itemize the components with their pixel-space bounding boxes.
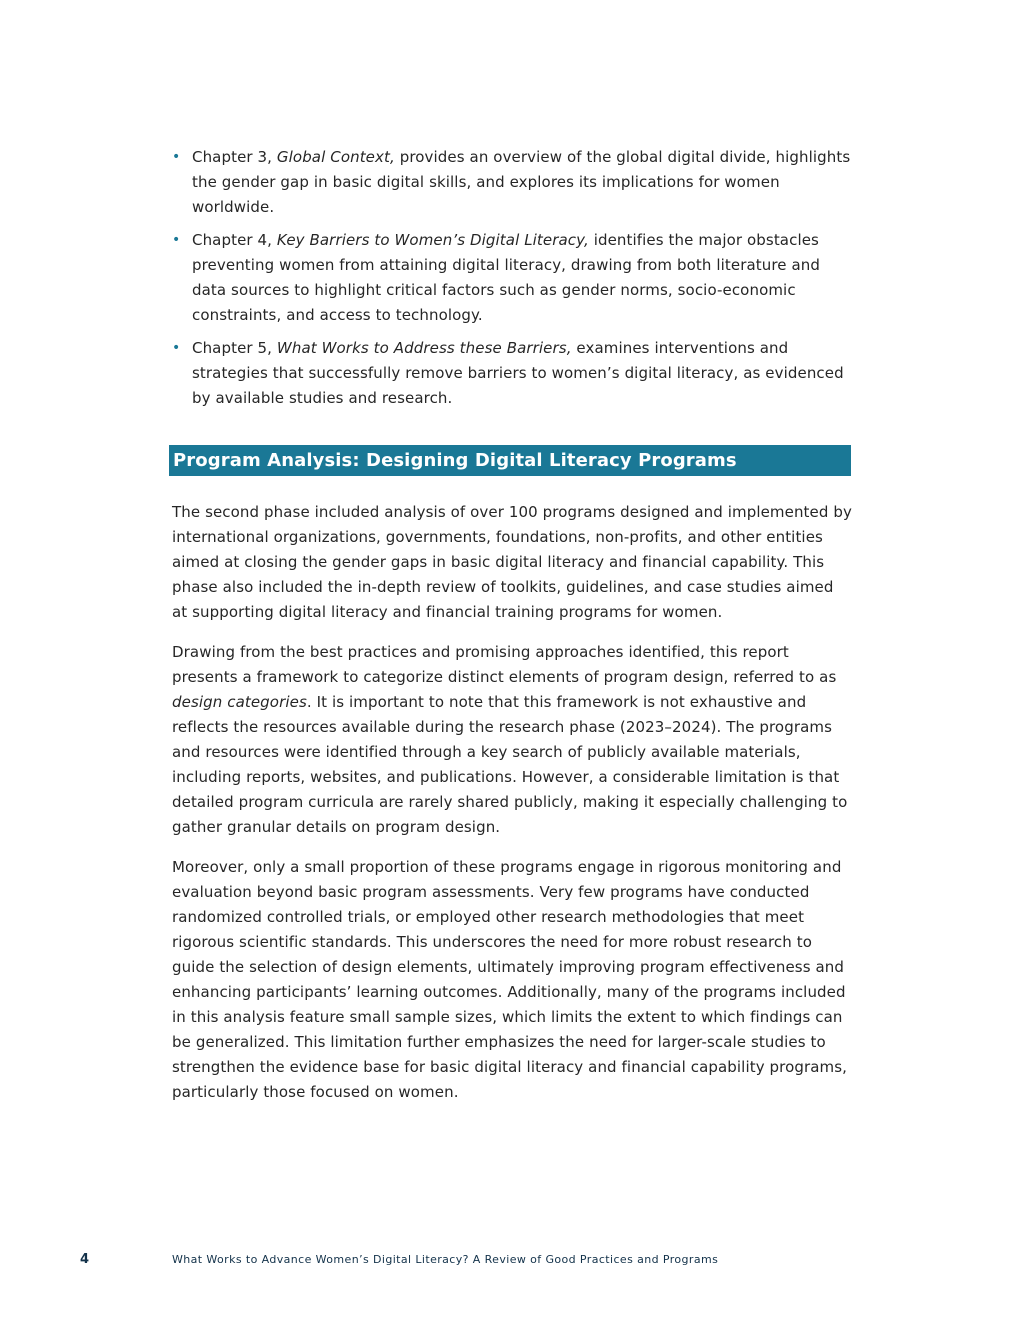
bullet-marker: • — [172, 232, 181, 248]
paragraph-text: . It is important to note that this framework is not exhaustive and reflects the resources available during the research phase (2023–2024). The programs and resources were identified through a key search of publicly available materials, including reports, websites, and publications. However, a considerable limitation is that detailed program curricula are rarely shared publicly, making it especially challenging to gather granular details on program design. — [172, 693, 848, 836]
section-heading: Program Analysis: Designing Digital Literacy Programs — [169, 445, 851, 476]
page-number: 4 — [80, 1252, 90, 1267]
bullet-description: identifies the major obstacles preventing women from attaining digital literacy, drawing from both literature and data sources to highlight critical factors such as gender norms, socio-economic constraints, and access to technology. — [192, 231, 821, 324]
bullet-chapter-title: Key Barriers to Women’s Digital Literacy, — [276, 231, 589, 249]
footer-title: What Works to Advance Women’s Digital Literacy? A Review of Good Practices and Programs — [172, 1253, 719, 1266]
list-item — [172, 228, 852, 328]
list-item — [172, 145, 852, 220]
paragraph-limitations: Moreover, only a small proportion of these programs engage in rigorous monitoring and evaluation beyond basic program assessments. Very few programs have conducted randomized controlled trials, or employed other research methodologies that meet rigorous scientific standards. This underscores the need for more robust research to guide the selection of design elements, ultimately improving program effectiveness and enhancing participants’ learning outcomes. Additionally, many of the programs included in this analysis feature small sample sizes, which limits the extent to which findings can be generalized. This limitation further emphasizes the need for larger-scale studies to strengthen the evidence base for basic digital literacy and financial capability programs, particularly those focused on women. — [172, 858, 848, 1101]
paragraph-program-analysis: The second phase included analysis of over 100 programs designed and implemented by international organizations, governments, foundations, non-profits, and other entities aimed at closing the gender gaps in basic digital literacy and financial capability. This phase also included the in-depth review of toolkits, guidelines, and case studies aimed at supporting digital literacy and financial training programs for women. — [172, 503, 852, 621]
bullet-description: provides an overview of the global digital divide, highlights the gender gap in basic digital skills, and explores its implications for women worldwide. — [192, 148, 851, 216]
paragraph-framework — [172, 640, 852, 840]
paragraph-emphasis: design categories — [172, 693, 307, 711]
list-item — [172, 336, 852, 411]
bullet-marker: • — [172, 340, 181, 356]
paragraph-text: Drawing from the best practices and promising approaches identified, this report presents a framework to categorize distinct elements of program design, referred to as — [172, 643, 837, 686]
bullet-chapter-title: Global Context, — [276, 148, 395, 166]
chapter-bullet-list — [172, 145, 852, 419]
bullet-description: examines interventions and strategies that successfully remove barriers to women’s digital literacy, as evidenced by available studies and research. — [192, 339, 844, 407]
bullet-lead: Chapter 5, — [192, 339, 277, 357]
bullet-chapter-title: What Works to Address these Barriers, — [276, 339, 572, 357]
bullet-lead: Chapter 4, — [192, 231, 277, 249]
bullet-marker: • — [172, 149, 181, 165]
body-text — [172, 500, 852, 1120]
bullet-lead: Chapter 3, — [192, 148, 277, 166]
